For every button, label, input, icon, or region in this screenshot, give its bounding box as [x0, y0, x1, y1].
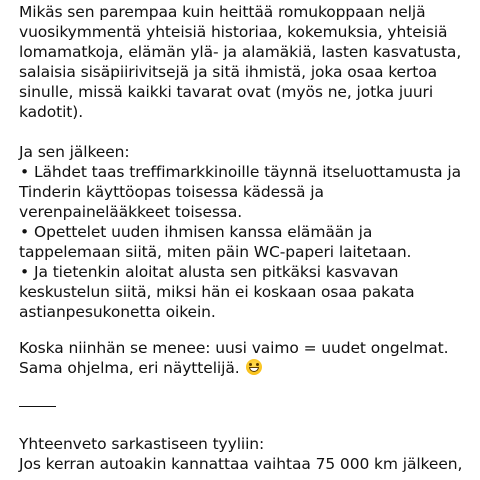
post-list-intro: Ja sen jälkeen:: [19, 143, 130, 161]
section-divider: [19, 406, 56, 407]
bullet-marker: •: [20, 223, 30, 241]
post-paragraph-intro: Mikäs sen parempaa kuin heittää romukoppaan neljä vuosikymmentä yhteisiä historiaa, kokemuksia, yhteisiä lomamatkoja, elämän ylä- ja alamäkiä, lasten kasvatusta, salaisia sisäpiirivitsejä ja sitä ihmistä, joka osaa kertoa sinulle, missä kaikki tavarat ovat (myös ne, jotka juuri kadotit).: [19, 3, 462, 121]
post-summary-heading: Yhteenveto sarkastiseen tyyliin:: [19, 435, 265, 453]
bullet-marker: •: [20, 263, 30, 281]
grinning-face-emoji-icon: [246, 359, 262, 375]
post-closing-text: Koska niinhän se menee: uusi vaimo = uudet ongelmat. Sama ohjelma, eri näyttelijä.: [19, 339, 449, 377]
post-summary-line: Jos kerran autoakin kannattaa vaihtaa 75 000 km jälkeen,: [19, 455, 463, 473]
list-item-text: Ja tietenkin aloitat alusta sen pitkäksi kasvavan keskustelun siitä, miksi hän ei koskaan osaa pakata astianpesukonetta oikein.: [19, 263, 415, 321]
list-item: [19, 262, 474, 322]
bullet-marker: •: [20, 163, 30, 181]
list-item: [19, 222, 474, 262]
list-item: [19, 162, 474, 222]
list-item-text: Lähdet taas treffimarkkinoille täynnä itseluottamusta ja Tinderin käyttöopas toisessa kädessä ja verenpainelääkkeet toisessa.: [19, 163, 461, 221]
post-bullet-list: [19, 162, 474, 322]
post-closing: [19, 338, 474, 378]
list-item-text: Opettelet uuden ihmisen kanssa elämään ja tappelemaan siitä, miten päin WC-paperi laitetaan.: [19, 223, 412, 261]
